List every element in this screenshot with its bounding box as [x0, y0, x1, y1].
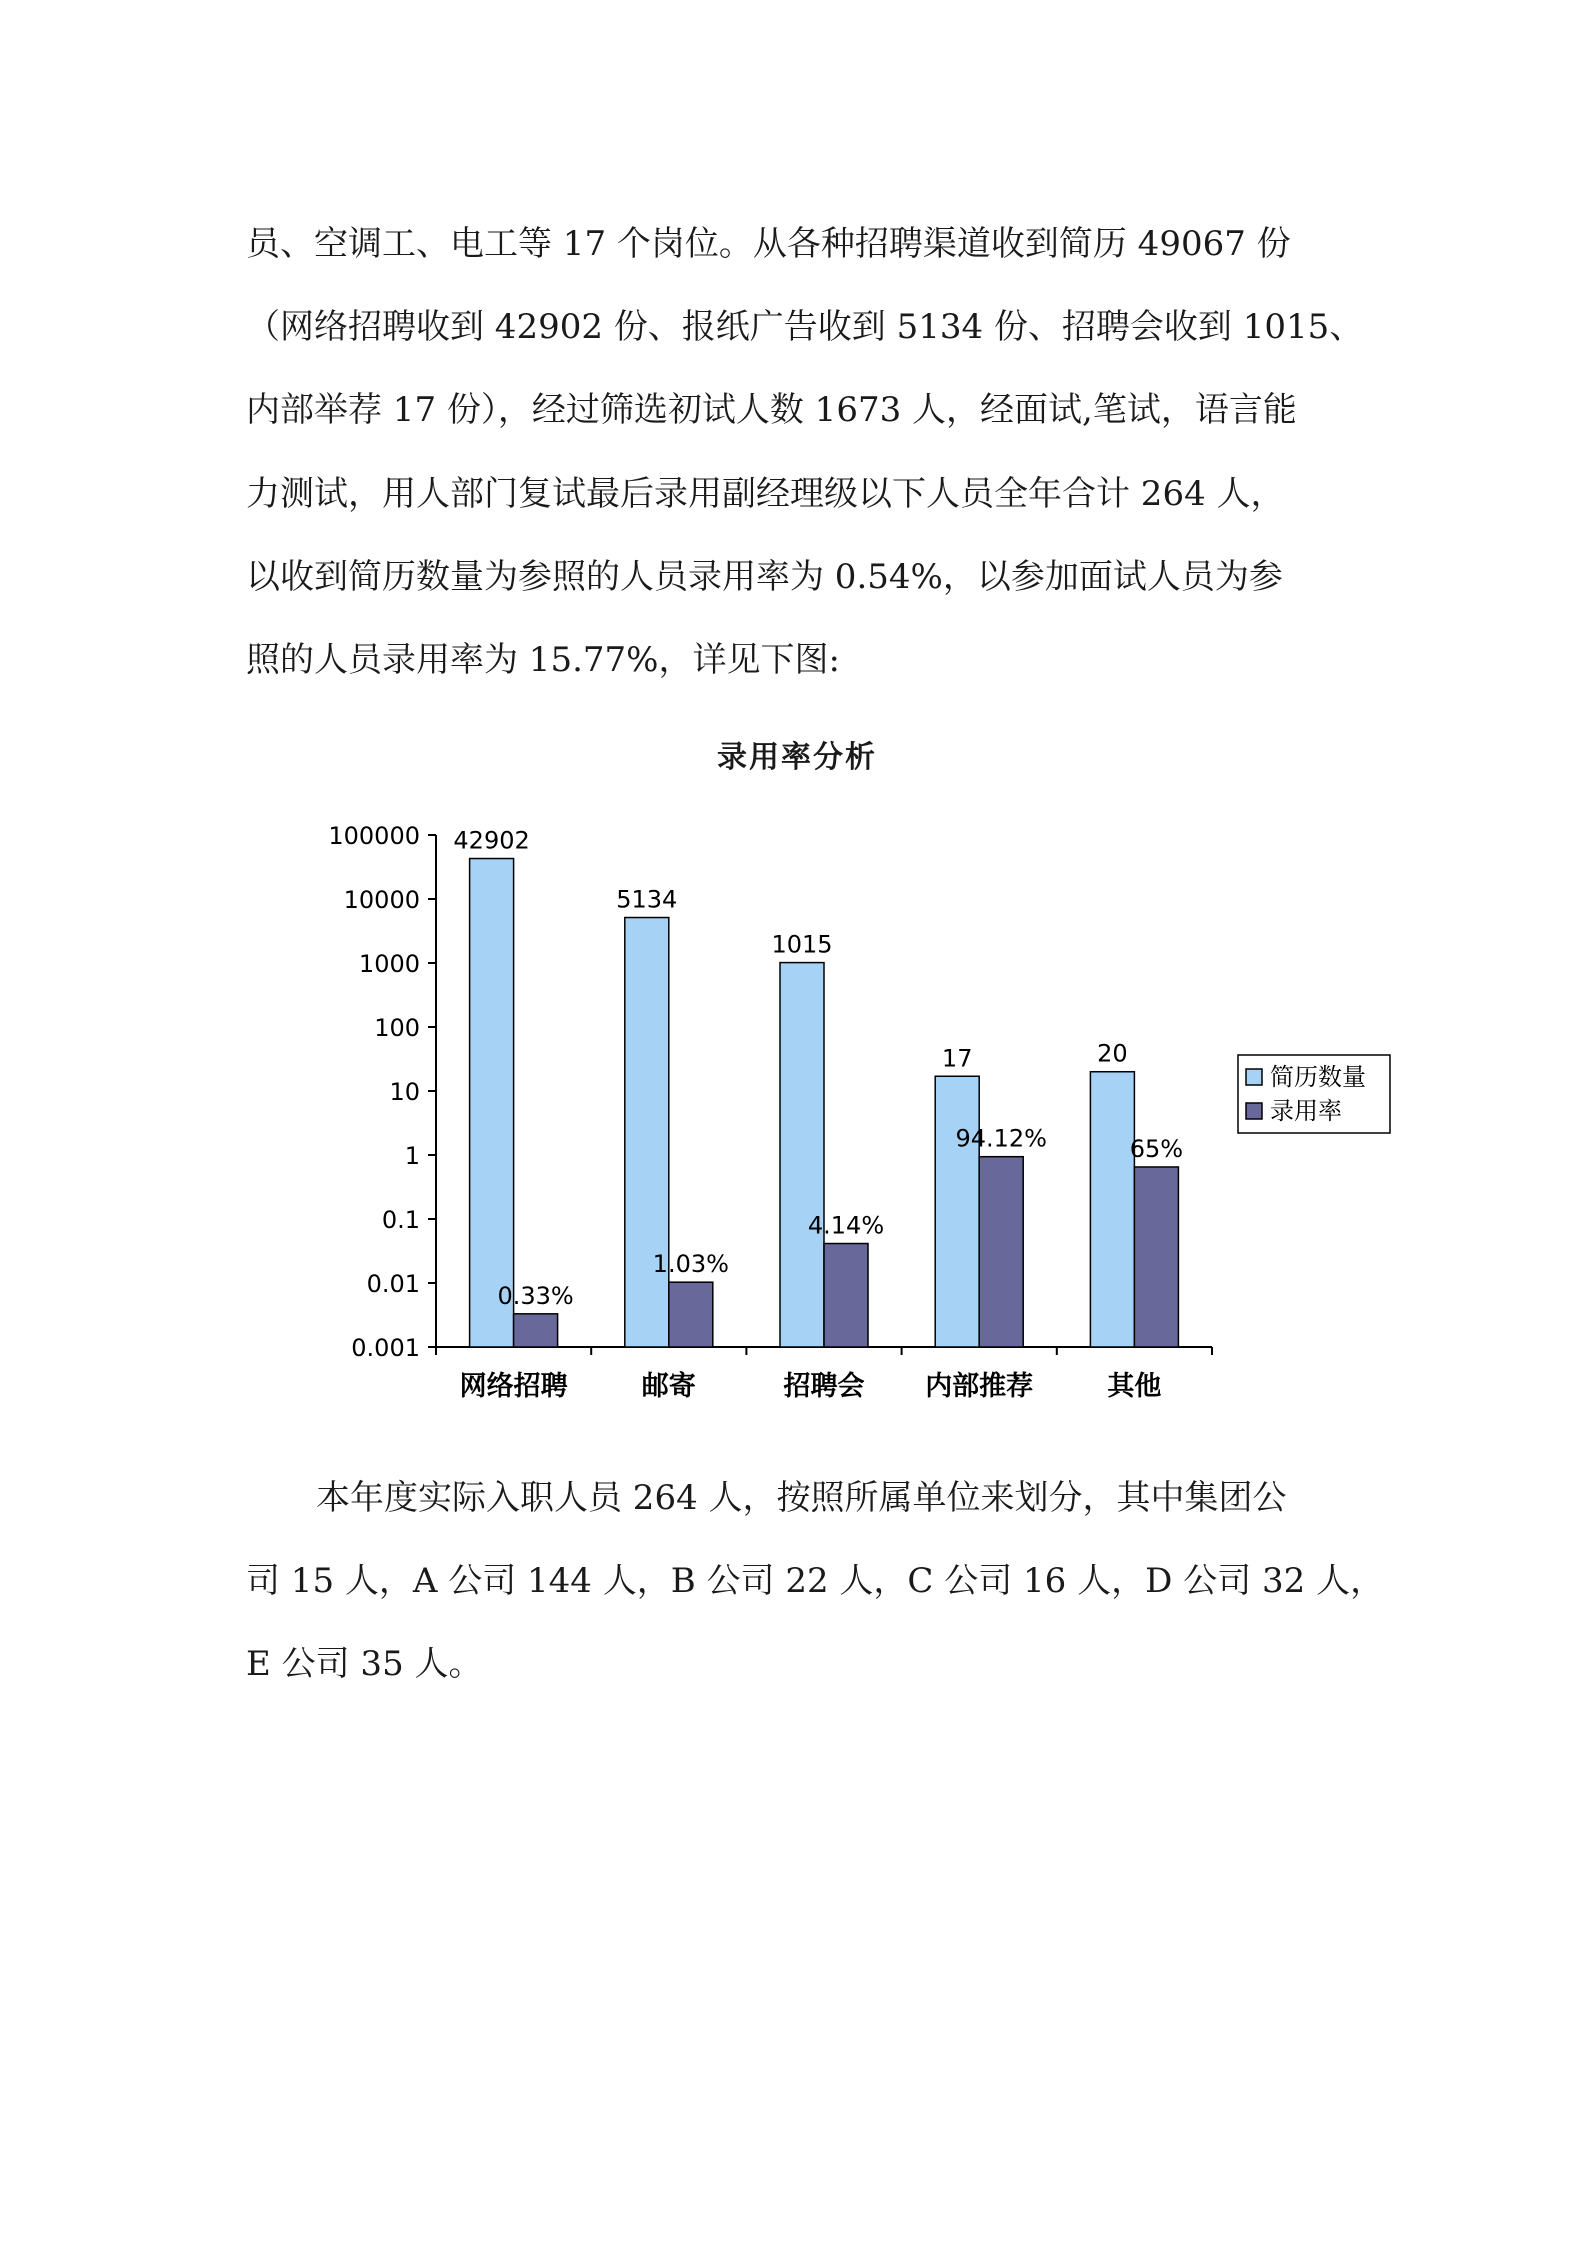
x-category-label: 其他	[1107, 1371, 1162, 1402]
hire-rate-bar	[979, 1157, 1023, 1347]
paragraph-2-line-3: E 公司 35 人。	[246, 1644, 483, 1684]
y-tick-label: 10	[389, 1078, 420, 1106]
hire-rate-bar	[824, 1244, 868, 1347]
resume-count-bar	[935, 1076, 979, 1347]
x-category-label: 网络招聘	[459, 1371, 568, 1402]
resume-count-data-label: 20	[1097, 1039, 1128, 1068]
y-tick-label: 100000	[328, 822, 420, 850]
paragraph-1-line-6: 照的人员录用率为 15.77%，详见下图:	[246, 640, 840, 680]
resume-count-data-label: 1015	[771, 930, 833, 959]
paragraph-1-line-2: （网络招聘收到 42902 份、报纸广告收到 5134 份、招聘会收到 1015、	[246, 307, 1364, 347]
paragraph-1-line-1: 员、空调工、电工等 17 个岗位。从各种招聘渠道收到简历 49067 份	[246, 224, 1291, 264]
y-tick-label: 0.01	[366, 1270, 420, 1298]
x-category-label: 招聘会	[783, 1371, 865, 1402]
x-category-label: 邮寄	[641, 1371, 696, 1402]
y-tick-label: 100	[374, 1014, 420, 1042]
legend-swatch	[1246, 1103, 1262, 1119]
paragraph-2-line-1: 本年度实际入职人员 264 人，按照所属单位来划分，其中集团公	[316, 1478, 1287, 1518]
resume-count-bar	[625, 918, 669, 1347]
paragraph-1-line-4: 力测试，用人部门复试最后录用副经理级以下人员全年合计 264 人，	[246, 474, 1285, 514]
hire-rate-data-label: 94.12%	[955, 1124, 1047, 1153]
resume-count-data-label: 42902	[453, 826, 530, 855]
hire-rate-data-label: 4.14%	[807, 1211, 885, 1240]
resume-count-data-label: 5134	[616, 885, 678, 914]
y-tick-label: 0.1	[381, 1206, 420, 1234]
y-tick-label: 10000	[343, 886, 420, 914]
hire-rate-data-label: 1.03%	[652, 1250, 729, 1279]
hire-rate-data-label: 65%	[1129, 1134, 1184, 1163]
resume-count-bar	[780, 963, 824, 1347]
resume-count-bar	[1090, 1072, 1134, 1347]
legend-swatch	[1246, 1069, 1262, 1085]
paragraph-1-line-3: 内部举荐 17 份），经过筛选初试人数 1673 人，经面试,笔试，语言能	[246, 390, 1297, 430]
hire-rate-bar	[514, 1314, 558, 1347]
resume-count-data-label: 17	[941, 1044, 973, 1073]
resume-count-bar	[470, 859, 514, 1347]
y-tick-label: 1000	[358, 950, 420, 978]
hire-rate-bar	[1134, 1167, 1178, 1347]
y-tick-label: 0.001	[351, 1334, 420, 1362]
hire-rate-bar	[669, 1282, 713, 1347]
y-tick-label: 1	[404, 1142, 420, 1170]
legend-label: 简历数量	[1270, 1063, 1366, 1091]
chart-title: 录用率分析	[717, 740, 877, 775]
legend-label: 录用率	[1270, 1097, 1342, 1125]
x-category-label: 内部推荐	[925, 1371, 1034, 1402]
paragraph-1-line-5: 以收到简历数量为参照的人员录用率为 0.54%，以参加面试人员为参	[246, 557, 1283, 597]
hire-rate-data-label: 0.33%	[497, 1281, 574, 1310]
paragraph-2-line-2: 司 15 人，A 公司 144 人，B 公司 22 人，C 公司 16 人，D 公司 32 人，	[246, 1561, 1385, 1601]
